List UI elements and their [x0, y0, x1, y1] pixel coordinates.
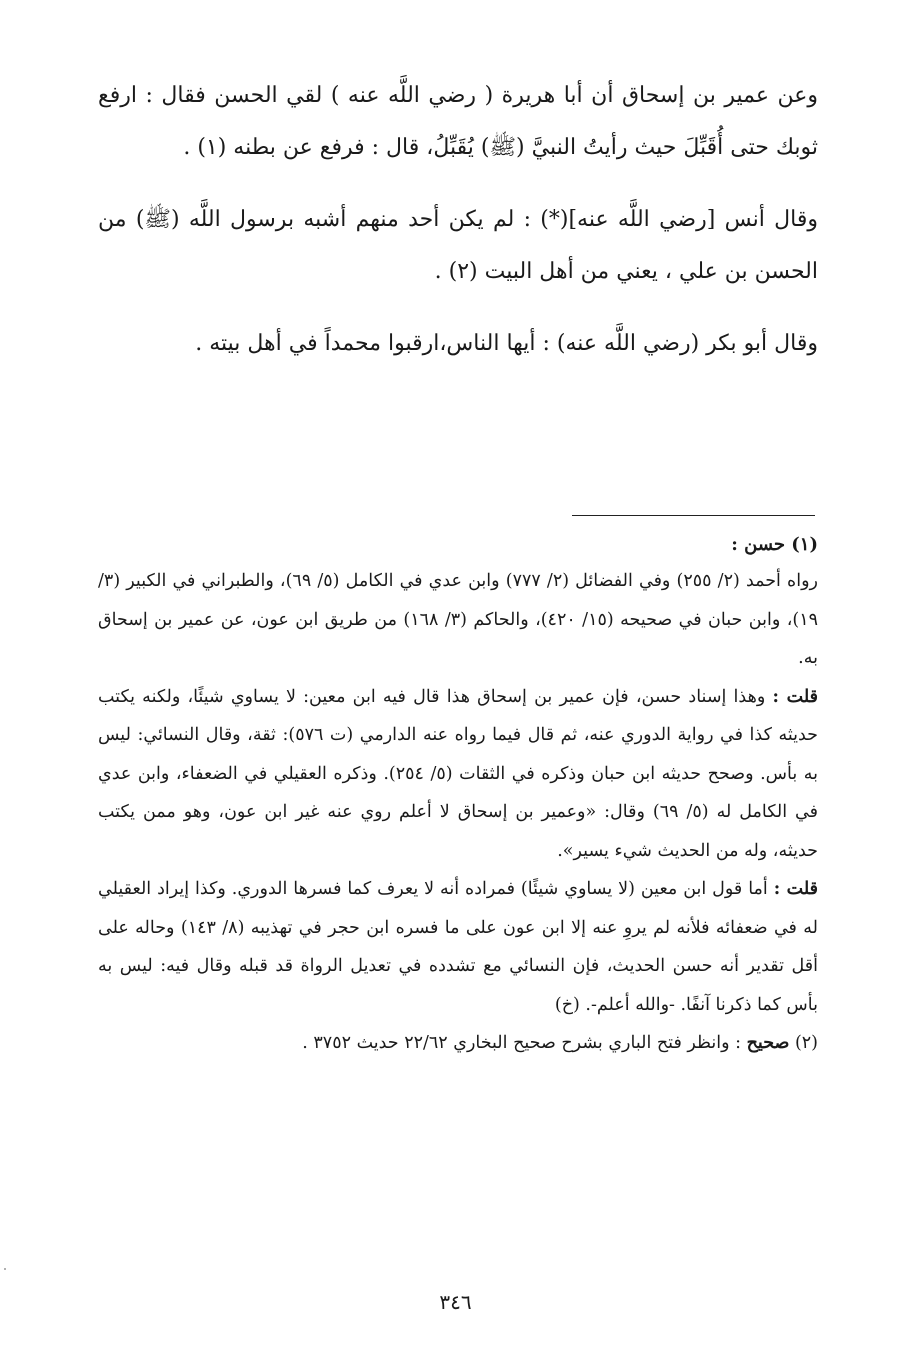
qult-text: أما قول ابن معين (لا يساوي شيئًا) فمراده أنه لا يعرف كما فسرها الدوري. وكذا إيراد العقيلي له في ضعفائه فلأنه لم يروِ عنه إلا ابن عون على ما فسره ابن حجر في تهذيبه (٨/ ١٤٣) وحاله على أقل تقدير أنه حسن الحديث، فإن النسائي مع تشدده في تعديل الرواة قد قبله وقال فيه: ليس به بأس كما ذكرنا آنفًا. -والله أعلم-. (خ) — [98, 879, 818, 1015]
footnote-2-text: : وانظر فتح الباري بشرح صحيح البخاري ٢٢/٦٢ حديث ٣٧٥٢ . — [302, 1033, 742, 1053]
footnote-2 — [98, 1024, 818, 1063]
qult-text: وهذا إسناد حسن، فإن عمير بن إسحاق هذا قال فيه ابن معين: لا يساوي شيئًا، ولكنه يكتب حديثه كذا في رواية الدوري عنه، ثم قال فيما رواه عنه الدارمي (ت ٥٧٦): ثقة، وقال النسائي: ليس به بأس. وصحح حديثه ابن حبان وذكره في الثقات (٥/ ٢٥٤). وذكره العقيلي في الضعفاء، وابن عدي في الكامل له (٥/ ٦٩) وقال: «وعمير بن إسحاق لا أعلم روي عنه غير ابن عون، وهو ممن يكتب حديثه، وله من الحديث شيء يسير». — [98, 686, 818, 861]
qult-label: قلت : — [773, 879, 818, 899]
footnote-divider — [572, 515, 815, 516]
footnote-2-label: صحيح — [746, 1033, 790, 1053]
footnote-1-qult-1 — [98, 678, 818, 871]
footnote-1-qult-2 — [98, 870, 818, 1024]
page-number: ٣٤٦ — [439, 1290, 472, 1314]
paragraph-abu-bakr: وقال أبو بكر (رضي اللَّه عنه) : أيها الناس،ارقبوا محمداً في أهل بيته . — [195, 331, 818, 356]
footnote-2-number: (٢) — [794, 1033, 818, 1053]
footnote-1-heading: (١) حسن : — [731, 534, 818, 555]
main-text — [98, 70, 818, 390]
qult-label: قلت : — [772, 686, 818, 707]
paragraph-anas: وقال أنس [رضي اللَّه عنه](*) : لم يكن أحد منهم أشبه برسول اللَّه (ﷺ) من الحسن بن علي ، يعني من أهل البيت (٢) . — [98, 207, 818, 284]
scan-mark — [4, 1268, 6, 1270]
footnotes — [98, 528, 818, 1063]
paragraph-abu-hurayra: وعن عمير بن إسحاق أن أبا هريرة ( رضي اللَّه عنه ) لقي الحسن فقال : ارفع ثوبك حتى أُقَبِّلَ حيث رأيتُ النبيَّ (ﷺ) يُقَبِّلُ، قال : فرفع عن بطنه (١) . — [98, 83, 818, 160]
footnote-1-text: رواه أحمد (٢/ ٢٥٥) وفي الفضائل (٢/ ٧٧٧) وابن عدي في الكامل (٥/ ٦٩)، والطبراني في الكبير (٣/ ١٩)، وابن حبان في صحيحه (١٥/ ٤٢٠)، والحاكم (٣/ ١٦٨) من طريق ابن عون، عن عمير بن إسحاق به. — [98, 571, 818, 668]
